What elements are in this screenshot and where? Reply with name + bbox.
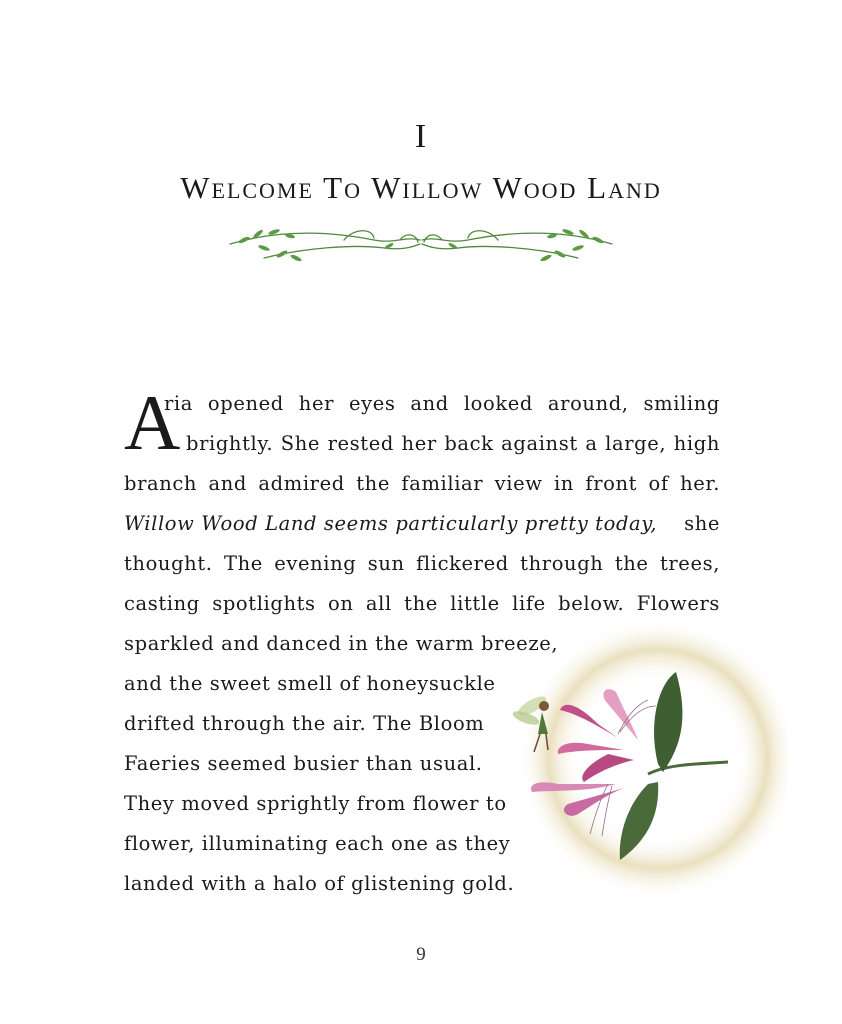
text-line: landed with a halo of glistening gold. — [124, 872, 515, 895]
text-line: They moved sprightly from flower to — [124, 792, 507, 815]
text-line: thought. The evening sun flickered through the trees, — [124, 552, 720, 575]
drop-cap: A — [124, 379, 181, 466]
text-line: and the sweet smell of honeysuckle — [124, 672, 496, 695]
text-line — [124, 504, 720, 544]
text-line: ria opened her eyes and looked around, smiling — [164, 392, 720, 415]
text-line: drifted through the air. The Bloom — [124, 712, 485, 735]
text-word: she — [684, 512, 720, 535]
text-line: casting spotlights on all the little life below. Flowers — [124, 592, 720, 615]
italic-thought: Willow Wood Land seems particularly pretty today, — [124, 512, 658, 535]
text-line: flower, illuminating each one as they — [124, 832, 511, 855]
chapter-title: Welcome To Willow Wood Land — [180, 170, 662, 205]
text-line: brightly. She rested her back against a large, high — [186, 432, 720, 455]
text-line: branch and admired the familiar view in front of her. — [124, 472, 720, 495]
honeysuckle-faerie-icon — [498, 614, 788, 904]
vine-ornament-icon — [224, 218, 618, 272]
text-line: Faeries seemed busier than usual. — [124, 752, 483, 775]
text-line: sparkled and danced in the warm breeze, — [124, 632, 559, 655]
page-number: 9 — [416, 944, 426, 965]
chapter-number: I — [414, 118, 428, 155]
